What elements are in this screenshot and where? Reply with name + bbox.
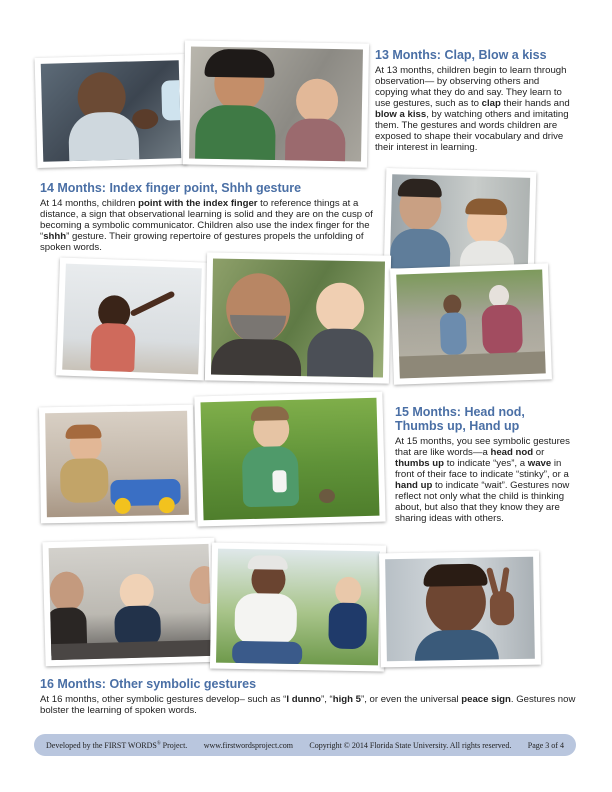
photo-toddler-thumbs-up-grass (194, 392, 385, 527)
heading-13-months: 13 Months: Clap, Blow a kiss (375, 48, 547, 62)
paragraph-15-months: At 15 months, you see symbolic gestures that are like words—a head nod or thumbs up to indicate “yes”, a wave in front of their face to indicate “stinky”, or a hand up to indicate “wait”. Gestures now reflect not only what the child is thinking about, but also that they know they are sharing ideas with others. (395, 436, 570, 524)
footer-band (34, 734, 576, 756)
footer-copyright: Copyright © 2014 Florida State University. All rights reserved. (309, 740, 512, 750)
footer-page-number: Page 3 of 4 (527, 740, 564, 750)
photo-grandfather-child-pointing (205, 252, 391, 383)
paragraph-13-months: At 13 months, children begin to learn through observation— by observing others and copying what they do and say. They learn to use gestures, such as to clap their hands and blow a kiss, by watching others and imitating them. The gestures and words children are exposed to shape their vocabulary and drive their interest in learning. (375, 65, 570, 153)
photo-father-shhh-gesture (384, 168, 537, 278)
photo-toddler-toy-mower (39, 405, 195, 524)
photo-grandmother-child-outdoors (390, 263, 552, 384)
heading-16-months: 16 Months: Other symbolic gestures (40, 677, 257, 691)
footer-website-link[interactable]: www.firstwordsproject.com (203, 740, 293, 750)
heading-14-months: 14 Months: Index finger point, Shhh gesture (40, 181, 302, 195)
photo-toddler-i-dunno-gesture (42, 538, 217, 666)
photo-high-five (210, 542, 386, 671)
paragraph-16-months: At 16 months, other symbolic gestures develop– such as “I dunno”, “high 5”, or even the universal peace sign. Gestures now bolster the learning of spoken words. (40, 694, 576, 716)
photo-baby-clapping (35, 54, 188, 168)
footer-developed-by: Developed by the FIRST WORDS® Project. (46, 740, 188, 750)
paragraph-14-months: At 14 months, children point with the index finger to reference things at a distance, a sign that observational learning is solid and they are on the cusp of becoming a symbolic communicator. Children also use the index finger for the “shhh” gesture. Their growing repertoire of gestures propels the unfolding of spoken words. (40, 198, 373, 253)
photo-mother-blowing-kiss (183, 40, 369, 167)
photo-child-peace-sign (379, 551, 541, 668)
heading-15-months: 15 Months: Head nod, Thumbs up, Hand up (395, 405, 525, 433)
photo-toddler-pointing-wall (56, 257, 208, 380)
